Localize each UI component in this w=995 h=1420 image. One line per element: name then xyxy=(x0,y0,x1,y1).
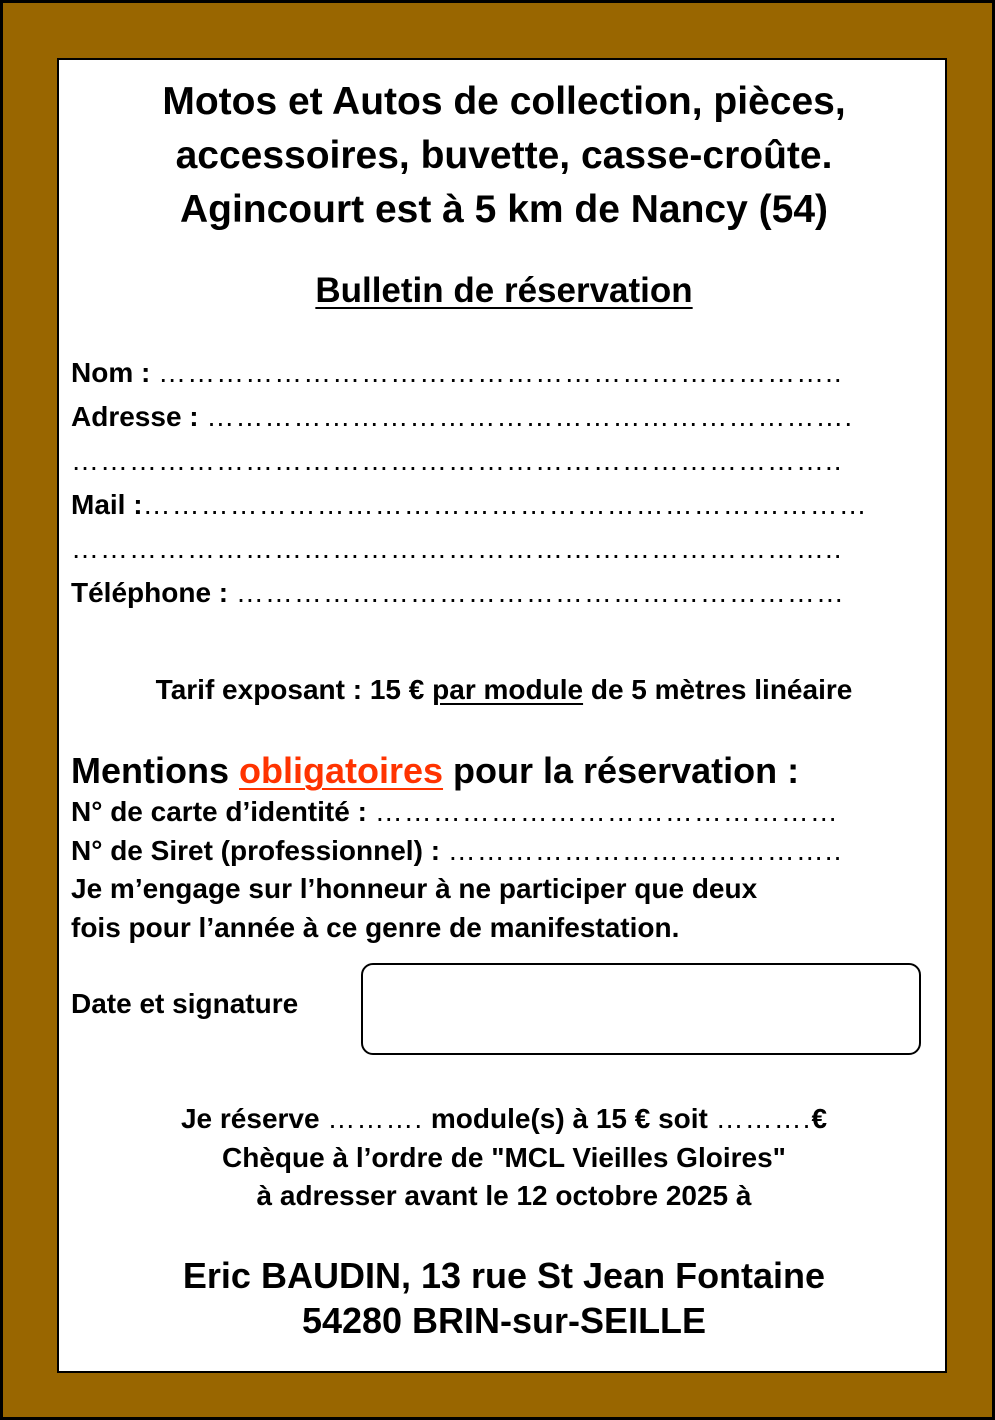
tarif-line xyxy=(59,674,949,706)
carte-label: N° de carte d’identité : xyxy=(71,796,375,827)
tarif-underlined: par module xyxy=(432,674,584,705)
mail-dots[interactable]: ………………………………………………………………… xyxy=(142,489,868,520)
reserve-suffix: € xyxy=(811,1103,828,1134)
mentions-prefix: Mentions xyxy=(71,750,239,791)
telephone-label: Téléphone : xyxy=(71,577,236,608)
mentions-emphasis: obligatoires xyxy=(239,750,444,791)
siret-label: N° de Siret (professionnel) : xyxy=(71,834,448,866)
signature-box[interactable] xyxy=(361,963,921,1055)
cheque-line: Chèque à l’ordre de "MCL Vieilles Gloires" xyxy=(222,1141,786,1173)
tarif-suffix: de 5 mètres linéaire xyxy=(583,674,853,705)
siret-dots[interactable]: ………………………………….. xyxy=(447,834,843,866)
siret-row[interactable] xyxy=(71,832,842,871)
mail-row[interactable] xyxy=(71,483,868,527)
bulletin-title xyxy=(59,271,949,311)
engagement-line-2: fois pour l’année à ce genre de manifestation. xyxy=(71,911,680,943)
address-line-1: Eric BAUDIN, 13 rue St Jean Fontaine xyxy=(182,1255,826,1296)
adresse-label: Adresse : xyxy=(71,401,207,432)
reservation-section xyxy=(59,1100,949,1216)
adresse-line2-row[interactable] xyxy=(71,439,868,483)
reserve-total-dots[interactable]: ………. xyxy=(715,1103,812,1134)
mentions-heading xyxy=(71,750,799,792)
reserve-middle: module(s) à 15 € soit xyxy=(423,1103,716,1134)
address-line-2: 54280 BRIN-sur-SEILLE xyxy=(301,1300,707,1341)
carte-row[interactable] xyxy=(71,793,842,832)
contact-form xyxy=(71,351,868,615)
headline xyxy=(59,75,949,237)
reserve-prefix: Je réserve xyxy=(180,1103,328,1134)
mail-line2-dots[interactable]: …………………………………………………………………….. xyxy=(71,533,843,564)
engagement-line-1: Je m’engage sur l’honneur à ne participer que deux xyxy=(71,873,758,904)
nom-row[interactable] xyxy=(71,351,868,395)
deadline-line: à adresser avant le 12 octobre 2025 à xyxy=(256,1180,752,1211)
mailing-address xyxy=(59,1253,949,1343)
nom-label: Nom : xyxy=(71,357,159,388)
bulletin-title-text: Bulletin de réservation xyxy=(315,271,693,310)
reserve-line xyxy=(59,1100,949,1139)
carte-dots[interactable]: ………………………………………… xyxy=(374,796,839,827)
nom-dots[interactable]: …………………………………………………………….. xyxy=(158,357,843,388)
reserve-module-dots[interactable]: ………. xyxy=(327,1103,424,1134)
adresse-dots[interactable]: …………………………………………………………. xyxy=(206,401,854,432)
headline-line-3: Agincourt est à 5 km de Nancy (54) xyxy=(179,188,829,231)
telephone-dots[interactable]: ……………………………………………………… xyxy=(235,577,845,608)
identity-section xyxy=(71,793,842,947)
reservation-form-panel xyxy=(57,58,947,1373)
mentions-suffix: pour la réservation : xyxy=(443,750,800,791)
mail-label: Mail : xyxy=(71,489,143,520)
telephone-row[interactable] xyxy=(71,571,868,615)
tarif-prefix: Tarif exposant : 15 € xyxy=(155,674,433,705)
date-signature-label: Date et signature xyxy=(71,988,299,1019)
headline-line-1: Motos et Autos de collection, pièces, xyxy=(162,80,846,123)
headline-line-2: accessoires, buvette, casse-croûte. xyxy=(175,134,833,177)
mail-line2-row[interactable] xyxy=(71,527,868,571)
adresse-line2-dots[interactable]: …………………………………………………………………….. xyxy=(71,445,843,476)
adresse-row[interactable] xyxy=(71,395,868,439)
